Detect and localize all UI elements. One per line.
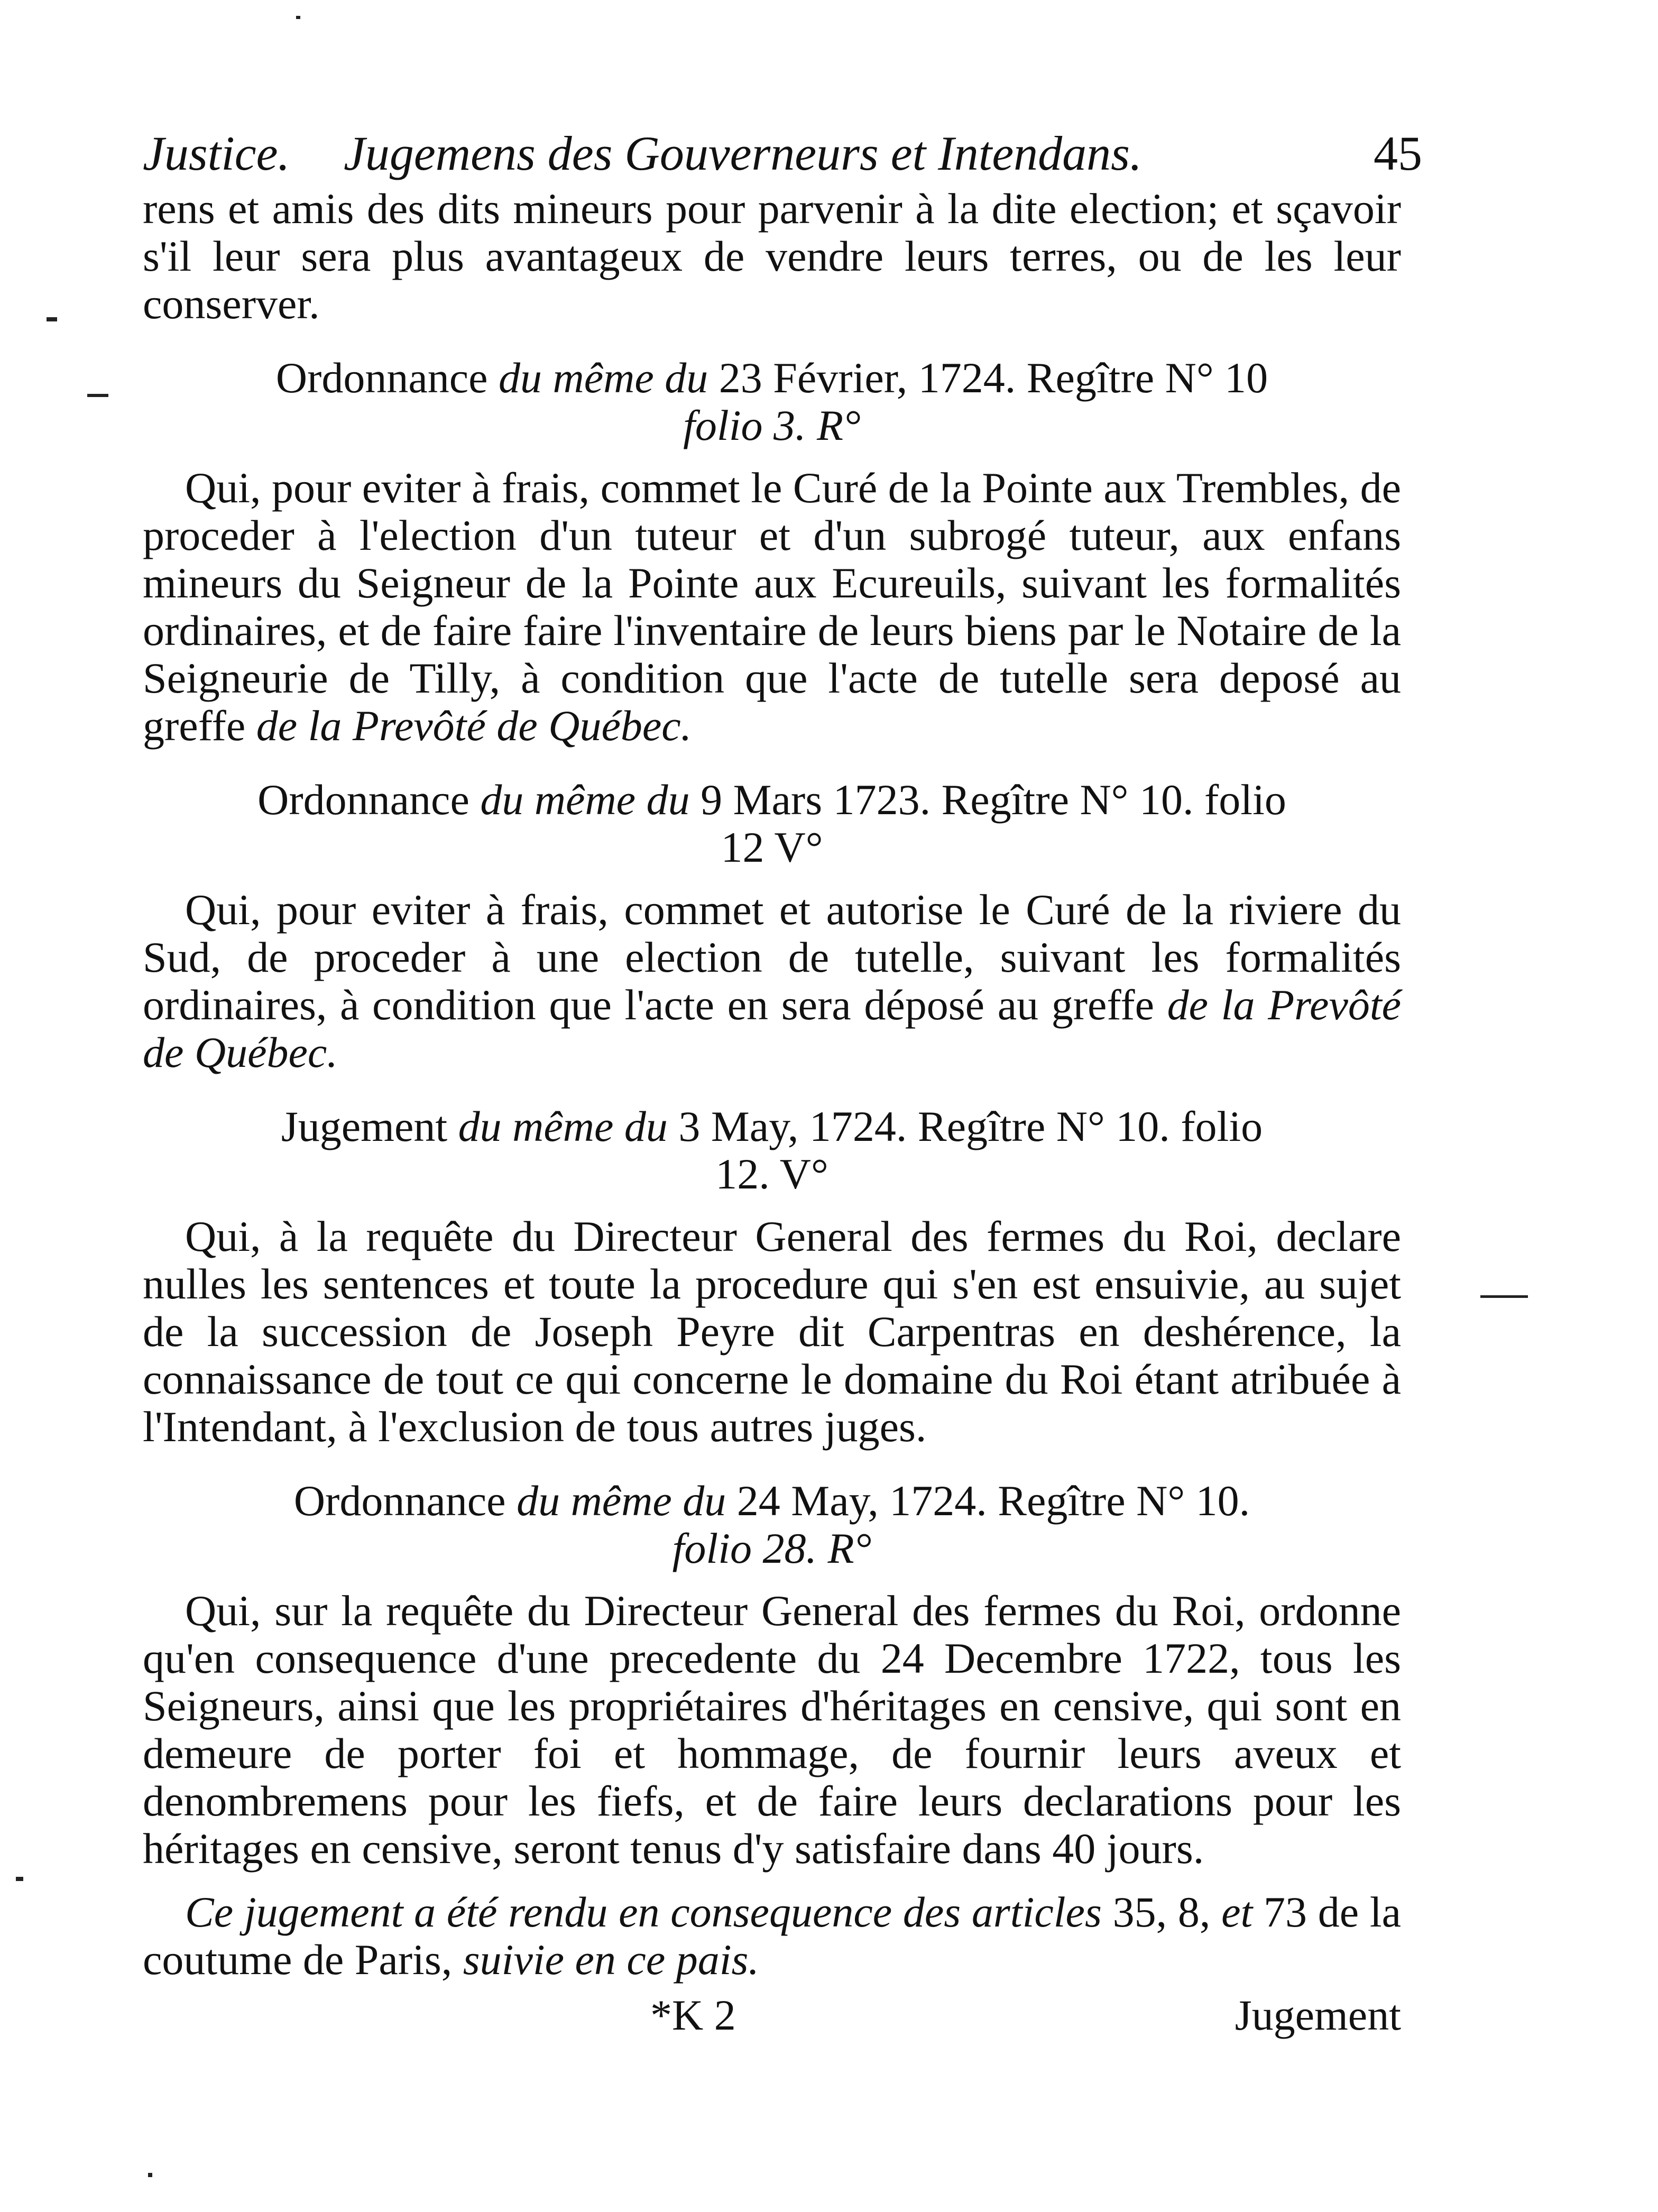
entry-register: Regître N° 10 bbox=[1026, 354, 1268, 402]
note-part: 73 de la coutume de Paris, bbox=[143, 1888, 1402, 1984]
running-header bbox=[143, 122, 1422, 185]
entry-body: Qui, sur la requête du Directeur General des fermes du Roi, ordonne qu'en consequence d'une precedente du 24 Decembre 1722, tous les Seigneurs, ainsi que les propriétaires d'héritages en censive, qui sont en demeure de porter foi et hommage, de fournir leurs aveux et denombremens pour les fiefs, et de faire leurs declarations pour les héritages en censive, seront tenus d'y satisfaire dans 40 jours. bbox=[143, 1587, 1401, 1873]
entry-folio: folio 3. R° bbox=[683, 401, 861, 449]
entry-type: Ordonnance bbox=[293, 1477, 506, 1525]
signature-mark: *K 2 bbox=[650, 1991, 736, 2039]
entry-register: Regître N° 10. folio bbox=[917, 1102, 1263, 1150]
entry-body bbox=[143, 886, 1401, 1076]
note-part: et bbox=[1221, 1888, 1253, 1936]
entry-italic: du même du bbox=[480, 776, 690, 824]
entry-body: Qui, à la requête du Directeur General des fermes du Roi, declare nulles les sentences et toute la procedure qui s'en est ensuivie, au sujet de la succession de Joseph Peyre dit Carpentras en deshérence, la connaissance de tout ce qui concerne le domaine du Roi étant atribuée à l'Intendant, à l'exclusion de tous autres juges. bbox=[143, 1212, 1401, 1451]
entry-date: 9 Mars 1723. bbox=[701, 776, 931, 824]
entry-heading bbox=[143, 1103, 1401, 1198]
entry-italic: du même du bbox=[499, 354, 708, 402]
scan-speck bbox=[16, 1877, 23, 1881]
entry-register: Regître N° 10. bbox=[998, 1477, 1250, 1525]
scan-speck bbox=[296, 16, 300, 19]
entry-folio: 12 V° bbox=[721, 823, 823, 871]
catchword: Jugement bbox=[1235, 1991, 1401, 2039]
scan-speck bbox=[47, 317, 57, 321]
entry-date: 3 May, 1724. bbox=[678, 1102, 907, 1150]
entry-folio: folio 28. R° bbox=[672, 1524, 872, 1572]
entry-folio: 12. V° bbox=[715, 1150, 828, 1198]
entry-italic: du même du bbox=[458, 1102, 668, 1150]
entry-heading bbox=[143, 354, 1401, 449]
entry bbox=[143, 354, 1401, 750]
entry-register: Regître N° 10. folio bbox=[941, 776, 1286, 824]
entry-body-text: Qui, pour eviter à frais, commet et autorise le Curé de la riviere du Sud, de proceder à une election de tutelle, suivant les formalités ordinaires, à condition que l'acte en sera déposé au greffe bbox=[143, 886, 1401, 1029]
note-part: 35, 8, bbox=[1112, 1888, 1211, 1936]
entry-body-italic: de la Prevôté de Québec. bbox=[256, 702, 692, 750]
header-section: Justice. bbox=[143, 126, 290, 180]
entry bbox=[143, 1103, 1401, 1451]
entry-body-italic: de la Prevôté de Québec. bbox=[143, 981, 1402, 1076]
page-number: 45 bbox=[1374, 126, 1422, 180]
entry-type: Jugement bbox=[281, 1102, 448, 1150]
note-part: Ce jugement a été rendu en consequence des articles bbox=[185, 1888, 1102, 1936]
page-footer bbox=[143, 1989, 1401, 2042]
entry-body bbox=[143, 464, 1401, 750]
scan-speck bbox=[1480, 1295, 1528, 1298]
intro-paragraph: rens et amis des dits mineurs pour parvenir à la dite election; et sçavoir s'il leur sera plus avantageux de vendre leurs terres, ou de les leur conserver. bbox=[143, 185, 1401, 328]
entry-date: 24 May, 1724. bbox=[736, 1477, 987, 1525]
note-part: suivie en ce pais. bbox=[463, 1935, 759, 1984]
entry bbox=[143, 776, 1401, 1076]
entry-date: 23 Février, 1724. bbox=[719, 354, 1016, 402]
scan-speck bbox=[148, 2173, 152, 2177]
entry-heading bbox=[143, 776, 1401, 871]
entry-heading bbox=[143, 1477, 1401, 1572]
entry-type: Ordonnance bbox=[275, 354, 488, 402]
editorial-note bbox=[143, 1888, 1401, 1984]
document-page bbox=[143, 122, 1422, 2131]
entry-type: Ordonnance bbox=[257, 776, 469, 824]
scan-speck bbox=[87, 394, 108, 397]
entry-italic: du même du bbox=[517, 1477, 726, 1525]
header-title: Jugemens des Gouverneurs et Intendans. bbox=[344, 126, 1142, 180]
entry-body-text: Qui, pour eviter à frais, commet le Curé de la Pointe aux Trembles, de proceder à l'election d'un tuteur et d'un subrogé tuteur, aux enfans mineurs du Seigneur de la Pointe aux Ecureuils, suivant les formalités ordinaires, et de faire faire l'inventaire de leurs biens par le Notaire de la Seigneurie de Tilly, à condition que l'acte de tutelle sera deposé au greffe bbox=[143, 464, 1402, 750]
entry bbox=[143, 1477, 1401, 1873]
